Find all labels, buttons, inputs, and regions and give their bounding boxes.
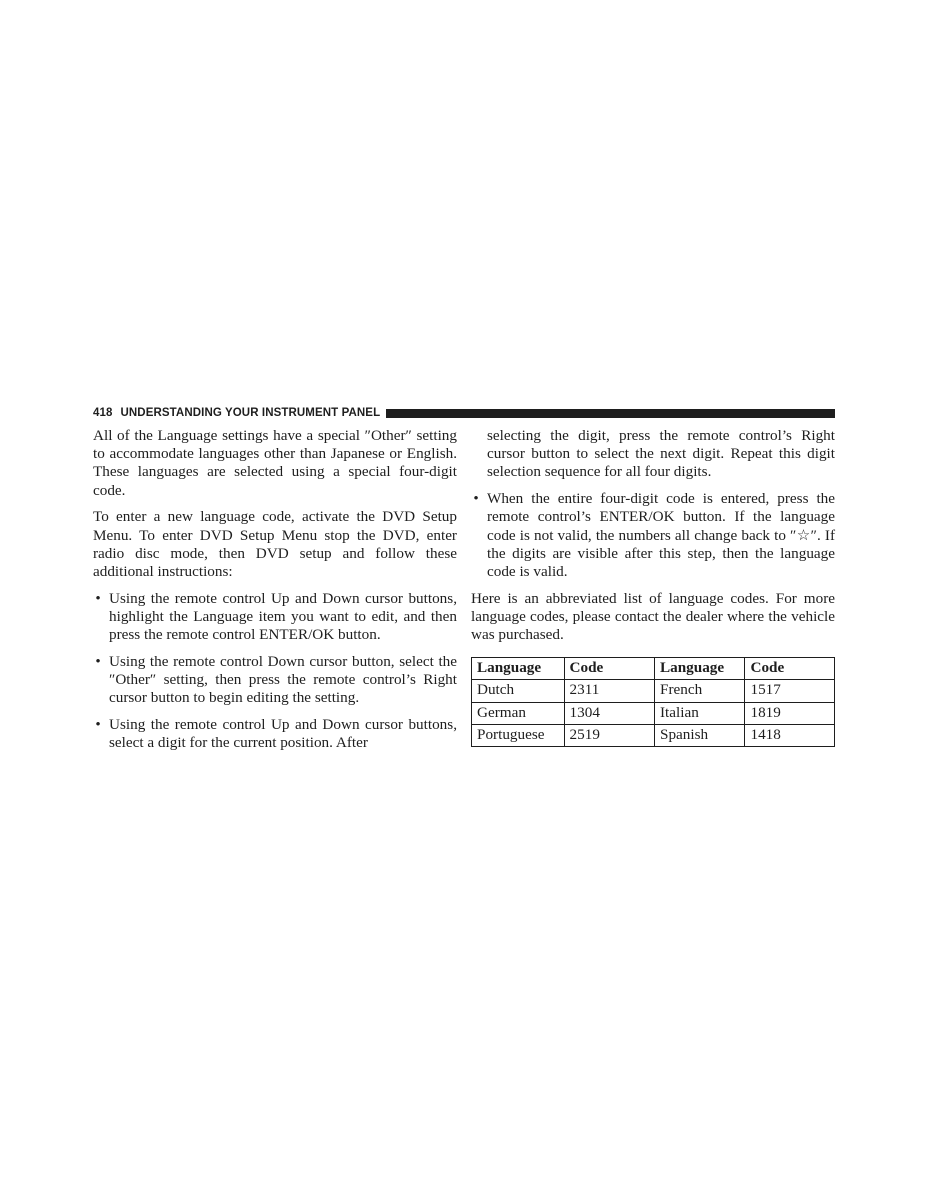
table-row [472, 680, 835, 702]
table-cell: 1418 [745, 724, 835, 746]
page-number: 418 [93, 407, 113, 419]
list-item-continuation: selecting the digit, press the remote control’s Right cursor button to select the next digit. Repeat this digit selection sequence for all four digits. [487, 427, 835, 481]
table-cell: Portuguese [472, 724, 565, 746]
language-code-table [471, 657, 835, 747]
list-item-text: Using the remote control Up and Down cursor buttons, highlight the Language item you want to edit, and then press the remote control ENTER/OK button. [109, 589, 457, 644]
table-cell: German [472, 702, 565, 724]
table-cell: Dutch [472, 680, 565, 702]
table-cell: 2519 [564, 724, 654, 746]
table-cell: Spanish [655, 724, 745, 746]
right-column [471, 427, 835, 747]
table-cell: 2311 [564, 680, 654, 702]
table-cell: 1819 [745, 702, 835, 724]
table-cell: 1517 [745, 680, 835, 702]
page-header [93, 406, 835, 420]
column-header: Language [472, 658, 565, 680]
bullet-icon: • [95, 652, 101, 670]
bullet-icon: • [95, 589, 101, 607]
column-header: Code [564, 658, 654, 680]
table-row [472, 702, 835, 724]
list-item [93, 590, 457, 645]
table-cell: Italian [655, 702, 745, 724]
column-header: Language [655, 658, 745, 680]
list-item [471, 490, 835, 581]
table-cell: French [655, 680, 745, 702]
list-item [93, 653, 457, 708]
list-item-text: When the entire four-digit code is entered, press the remote control’s ENTER/OK button. If the language code is not valid, the numbers all change back to ″☆″. If the digits are visible after this step, then the language code is valid. [487, 490, 835, 580]
table-cell: 1304 [564, 702, 654, 724]
left-column [93, 427, 457, 761]
intro-paragraph: All of the Language settings have a special ″Other″ setting to accommodate languages other than Japanese or English. These languages are selected using a special four-digit code. [93, 427, 457, 499]
list-item-text: Using the remote control Down cursor button, select the ″Other″ setting, then press the remote control’s Right cursor button to begin editing the setting. [109, 652, 457, 707]
table-row [472, 724, 835, 746]
column-header: Code [745, 658, 835, 680]
language-list-paragraph: Here is an abbreviated list of language codes. For more language codes, please contact the dealer where the vehicle was purchased. [471, 589, 835, 644]
bullet-icon: • [95, 715, 101, 733]
table-header-row [472, 658, 835, 680]
section-title: UNDERSTANDING YOUR INSTRUMENT PANEL [120, 407, 381, 419]
list-item-text: Using the remote control Up and Down cursor buttons, select a digit for the current position. After [109, 715, 457, 752]
bullet-icon: • [473, 490, 479, 508]
list-item [93, 716, 457, 752]
header-rule [386, 409, 835, 418]
instructions-paragraph: To enter a new language code, activate the DVD Setup Menu. To enter DVD Setup Menu stop the DVD, enter radio disc mode, then DVD setup and follow these additional instructions: [93, 508, 457, 580]
